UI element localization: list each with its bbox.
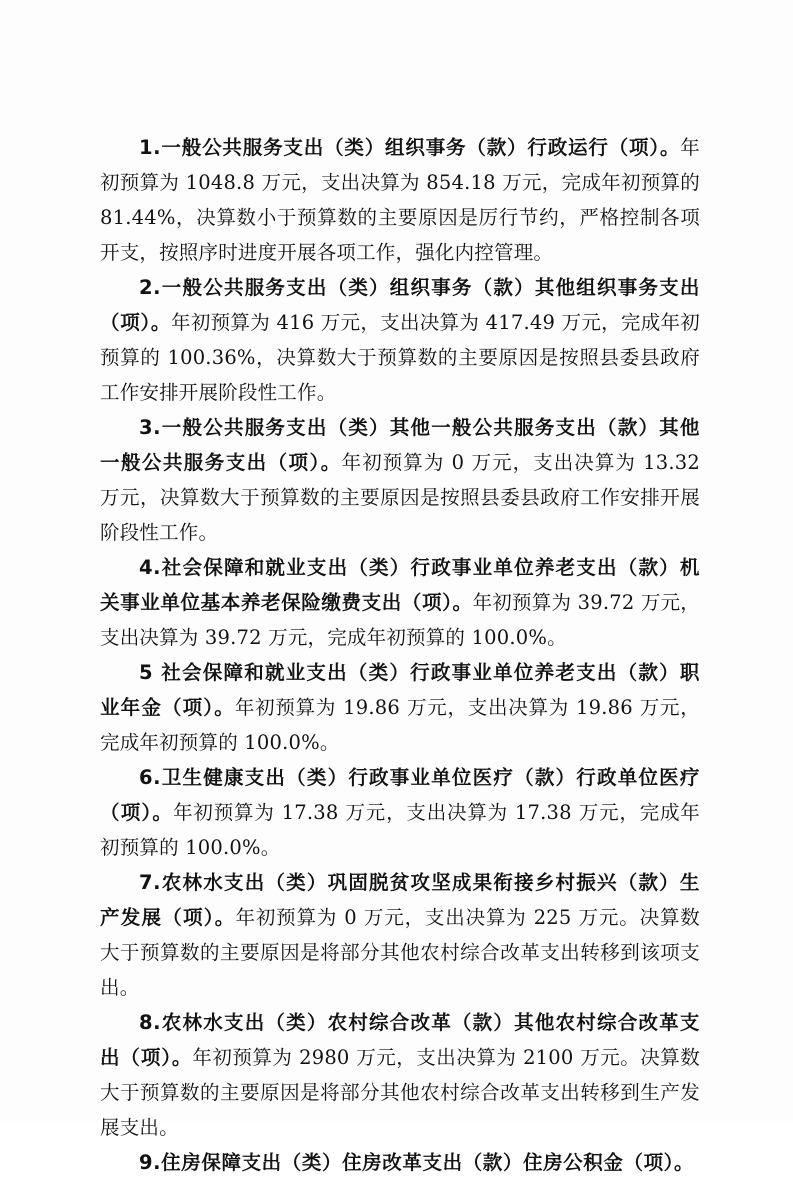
- paragraph-item-2: [100, 270, 700, 410]
- paragraph-body: 年初预算为 416 万元，支出决算为 417.49 万元，完成年初预算的 100.36%，决算数大于预算数的主要原因是按照县委县政府工作安排开展阶段性工作。: [100, 311, 700, 404]
- paragraph-item-8: [100, 1005, 700, 1145]
- paragraph-item-4: [100, 550, 700, 655]
- paragraph-item-6: [100, 760, 700, 865]
- paragraph-body: 年初预算为 19.86 万元，支出决算为 19.86 万元，完成年初预算的 100.0%。: [100, 696, 700, 754]
- paragraph-body: 年初预算为 1048.8 万元，支出决算为 854.18 万元，完成年初预算的 81.44%，决算数小于预算数的主要原因是厉行节约，严格控制各项开支，按照序时进度开展各项工作，强化内控管理。: [100, 136, 700, 264]
- paragraph-heading: 6.卫生健康支出（类）行政事业单位医疗（款）行政单位医疗（项）。: [100, 766, 700, 824]
- paragraph-body: 年初预算为 0 万元，支出决算为 13.32 万元，决算数大于预算数的主要原因是按照县委县政府工作安排开展阶段性工作。: [100, 451, 700, 544]
- paragraph-heading: 4.社会保障和就业支出（类）行政事业单位养老支出（款）机关事业单位基本养老保险缴费支出（项）。: [100, 556, 700, 614]
- paragraph-item-9: [100, 1145, 700, 1180]
- paragraph-heading: 8.农林水支出（类）农村综合改革（款）其他农村综合改革支出（项）。: [100, 1011, 700, 1069]
- paragraph-heading: 7.农林水支出（类）巩固脱贫攻坚成果衔接乡村振兴（款）生产发展（项）。: [100, 871, 700, 929]
- paragraph-item-1: [100, 130, 700, 270]
- paragraph-item-5: [100, 655, 700, 760]
- paragraph-body: 年初预算为 39.72 万元，支出决算为 39.72 万元，完成年初预算的 100.0%。: [100, 591, 700, 649]
- paragraph-body: 年初预算为 2980 万元，支出决算为 2100 万元。决算数大于预算数的主要原因是将部分其他农村综合改革支出转移到生产发展支出。: [100, 1046, 700, 1139]
- paragraph-heading: 3.一般公共服务支出（类）其他一般公共服务支出（款）其他一般公共服务支出（项）。: [100, 416, 700, 474]
- paragraph-heading: 1.一般公共服务支出（类）组织事务（款）行政运行（项）。: [139, 136, 681, 159]
- paragraph-body: 年初预算为 17.38 万元，支出决算为 17.38 万元，完成年初预算的 100.0%。: [100, 801, 701, 859]
- document-body: [100, 130, 700, 1180]
- paragraph-heading: 2.一般公共服务支出（类）组织事务（款）其他组织事务支出（项）。: [100, 276, 700, 334]
- paragraph-item-3: [100, 410, 700, 550]
- paragraph-body: 年初预算为 0 万元，支出决算为 225 万元。决算数大于预算数的主要原因是将部分其他农村综合改革支出转移到该项支出。: [100, 906, 700, 999]
- paragraph-item-7: [100, 865, 700, 1005]
- paragraph-heading: 5 社会保障和就业支出（类）行政事业单位养老支出（款）职业年金（项）。: [100, 661, 700, 719]
- paragraph-heading: 9.住房保障支出（类）住房改革支出（款）住房公积金（项）。: [139, 1151, 695, 1174]
